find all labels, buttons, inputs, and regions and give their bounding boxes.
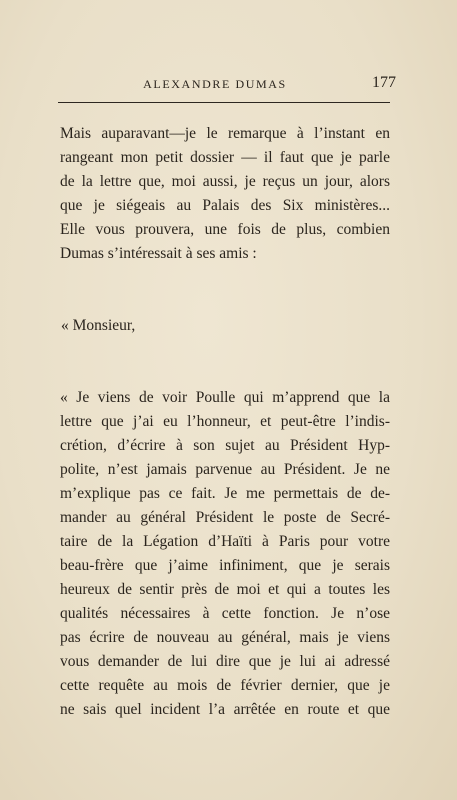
text-line: qualités nécessaires à cette fonction. Je n’ose <box>60 605 390 622</box>
paragraph-gap <box>60 290 390 314</box>
running-head: ALEXANDRE DUMAS <box>143 77 287 91</box>
text-line: Elle vous prouvera, une fois de plus, combien <box>60 221 390 238</box>
letter-salutation: « Monsieur, <box>61 317 136 334</box>
text-line: mander au général Président le poste de Secré- <box>60 509 390 526</box>
text-line: rangeant mon petit dossier — il faut que je parle <box>60 149 390 166</box>
text-line: vous demander de lui dire que je lui ai adressé <box>60 653 390 670</box>
text-line: cette requête au mois de février dernier, que je <box>60 677 390 694</box>
text-line: que je siégeais au Palais des Six ministères... <box>60 197 390 214</box>
text-line: Mais auparavant—je le remarque à l’instant en <box>60 125 390 142</box>
text-line: m’explique pas ce fait. Je me permettais de de- <box>60 485 390 502</box>
text-line: lettre que j’ai eu l’honneur, et peut-être l’indis- <box>60 413 390 430</box>
paragraph-gap <box>60 266 390 290</box>
paragraph-intro <box>60 122 390 266</box>
text-line: ne sais quel incident l’a arrêtée en route et que <box>60 701 390 718</box>
text-line: taire de la Légation d’Haïti à Paris pour votre <box>60 533 390 550</box>
page-number: 177 <box>372 74 396 91</box>
text-line: heureux de sentir près de moi et qui a toutes les <box>60 581 390 598</box>
page-header <box>0 0 457 110</box>
text-line: crétion, d’écrire à son sujet au Président Hyp- <box>60 437 390 454</box>
header-rule <box>58 102 390 103</box>
letter-body <box>60 386 390 722</box>
paragraph-gap <box>60 338 390 362</box>
text-line: polite, n’est jamais parvenue au Président. Je ne <box>60 461 390 478</box>
body-text <box>60 122 390 722</box>
text-line: Dumas s’intéressait à ses amis : <box>60 245 257 262</box>
text-line: de la lettre que, moi aussi, je reçus un jour, alors <box>60 173 390 190</box>
text-line: « Je viens de voir Poulle qui m’apprend que la <box>60 389 390 406</box>
text-line: pas écrire de nouveau au général, mais je viens <box>60 629 390 646</box>
paragraph-gap <box>60 362 390 386</box>
text-line: beau-frère que j’aime infiniment, que je serais <box>60 557 390 574</box>
